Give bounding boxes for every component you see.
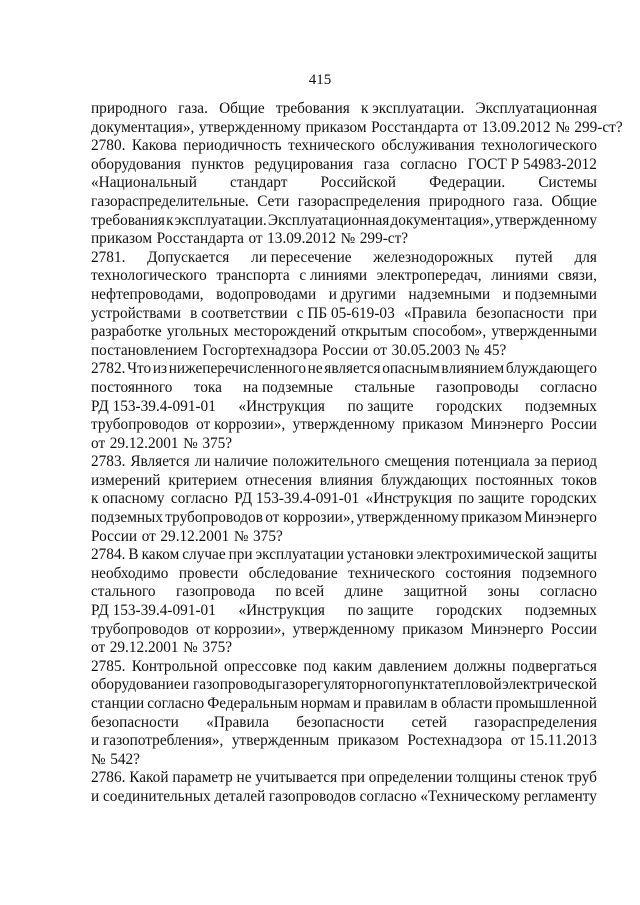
word: утвержденному xyxy=(494,211,597,229)
word: определении xyxy=(368,769,453,787)
word: ГОСТ Р 54983-2012 xyxy=(467,155,597,173)
word: водопроводами xyxy=(216,285,317,303)
word: № xyxy=(91,750,106,768)
word: от xyxy=(463,118,478,136)
text-line xyxy=(91,398,597,417)
word: России xyxy=(322,341,369,359)
word: защитной xyxy=(403,583,468,601)
word: стенок xyxy=(520,769,564,787)
word: России xyxy=(91,527,138,545)
word: «Правила xyxy=(403,304,467,322)
text-line xyxy=(91,360,597,379)
word: РД 153-39.4-091-01 xyxy=(91,397,216,415)
word: «Национальный xyxy=(91,174,197,192)
word: путей xyxy=(515,248,553,266)
word: с линиями xyxy=(299,267,368,285)
word: блуждающего xyxy=(505,360,597,378)
word: нефтепроводами, xyxy=(91,285,204,303)
text-line xyxy=(91,658,597,677)
word: № xyxy=(183,434,198,452)
word: утвержденному xyxy=(292,620,395,638)
word: пункта xyxy=(396,676,442,694)
word: «Техническому xyxy=(420,787,521,805)
word: Общие xyxy=(219,100,265,117)
word: месторождений xyxy=(233,323,337,341)
word: каким xyxy=(332,657,373,675)
text-line xyxy=(91,137,597,156)
word: устройствами xyxy=(91,304,181,322)
word: 542? xyxy=(110,750,140,768)
word: утвержденному xyxy=(198,118,301,136)
word: давлением xyxy=(378,657,448,675)
word: регламенту xyxy=(523,787,597,805)
word: из xyxy=(152,360,168,378)
word: «Инструкция xyxy=(365,490,452,508)
word: обслуживания xyxy=(381,137,475,155)
word: Ростехнадзора xyxy=(407,732,503,750)
word: электропередач, xyxy=(376,267,482,285)
word: стального xyxy=(91,583,156,601)
word: к опасному xyxy=(91,490,165,508)
word: от xyxy=(248,230,263,248)
word: ли пересечение xyxy=(251,248,352,266)
word: от xyxy=(372,341,387,359)
word: измерений xyxy=(91,471,161,489)
word: технического xyxy=(288,137,375,155)
word: Эксплуатационная xyxy=(475,100,597,117)
text-line xyxy=(91,342,597,361)
text-line xyxy=(91,416,597,435)
word: 375? xyxy=(253,527,283,545)
word: 30.05.2003 xyxy=(391,341,461,359)
word: необходимо xyxy=(91,564,169,582)
word: газораспределительные. xyxy=(91,192,249,210)
word: газораспределения xyxy=(474,713,597,731)
word: транспорта xyxy=(216,267,290,285)
text-line xyxy=(91,212,597,231)
word: Росстандарта xyxy=(371,118,459,136)
text-line xyxy=(91,156,597,175)
word: нижеперечисленного xyxy=(168,360,306,378)
word: документация», xyxy=(390,211,494,229)
word: газорегуляторного xyxy=(275,676,397,694)
word: России xyxy=(550,620,597,638)
word: к xyxy=(166,211,174,229)
word: № xyxy=(340,230,356,248)
word: положительного xyxy=(272,453,380,471)
word: природного xyxy=(428,192,505,210)
text-line xyxy=(91,490,597,509)
word: постоянного xyxy=(91,378,173,396)
word: документация», xyxy=(91,118,195,136)
page-number: 415 xyxy=(308,72,332,88)
word: приказом xyxy=(337,732,399,750)
word: от xyxy=(141,527,156,545)
word: подземных xyxy=(91,509,163,527)
word: постоянных xyxy=(475,471,554,489)
word: Минэнерго xyxy=(470,416,544,434)
text-line xyxy=(91,286,597,305)
word: от коррозии», xyxy=(265,509,355,527)
word: оборудование xyxy=(91,676,181,694)
word: технологического xyxy=(91,267,207,285)
word: ли наличие xyxy=(194,453,268,471)
word: к эксплуатации. xyxy=(360,100,465,117)
word: Какой xyxy=(129,769,169,787)
word: от xyxy=(91,639,106,657)
word: электрохимической xyxy=(416,546,545,564)
word: согласно xyxy=(400,155,458,173)
text-line xyxy=(91,379,597,398)
word: разработке xyxy=(91,323,162,341)
word: 2783. xyxy=(91,453,126,471)
word: опрессовке xyxy=(224,657,297,675)
word: согласно xyxy=(147,695,205,712)
word: газопровода xyxy=(175,583,256,601)
text-line xyxy=(91,621,597,640)
word: № xyxy=(465,341,480,359)
text-line xyxy=(91,602,597,621)
word: блуждающих xyxy=(380,471,468,489)
word: Госгортехнадзора xyxy=(202,341,318,359)
word: 299-ст? xyxy=(359,230,409,248)
word: Что xyxy=(127,360,152,378)
word: станции xyxy=(91,695,145,712)
word: периодичность xyxy=(183,137,282,155)
word: подземных xyxy=(524,602,597,620)
word: и газопроводы xyxy=(181,676,276,694)
word: эксплуатации xyxy=(255,546,344,564)
word: от xyxy=(91,434,106,452)
word: В xyxy=(128,546,139,564)
word: способом», xyxy=(412,323,487,341)
word: Федеральным xyxy=(207,695,298,712)
word: за период xyxy=(534,453,597,471)
text-line xyxy=(91,695,597,714)
word: газопроводов xyxy=(268,787,357,805)
word: природного xyxy=(91,100,168,117)
word: утвержденным xyxy=(231,732,330,750)
text-line xyxy=(91,546,597,565)
word: газа xyxy=(363,155,390,173)
word: при xyxy=(228,546,253,564)
word: стандарт xyxy=(230,174,288,192)
word: 29.12.2001 xyxy=(109,639,179,657)
text-line xyxy=(91,100,597,119)
word: критерием xyxy=(168,471,238,489)
text-line xyxy=(91,118,623,138)
word: защиты xyxy=(547,546,597,564)
text-line xyxy=(91,267,597,286)
word: открытым xyxy=(341,323,408,341)
word: согласно xyxy=(359,787,417,805)
word: каком xyxy=(141,546,180,564)
word: при xyxy=(572,304,597,322)
text-line xyxy=(91,193,597,212)
word: Общие xyxy=(551,192,597,210)
text-line xyxy=(91,676,597,695)
text-line xyxy=(91,435,597,454)
word: Сети xyxy=(257,192,290,210)
word: в области xyxy=(430,695,493,712)
word: случае xyxy=(182,546,226,564)
word: подземных xyxy=(524,397,597,415)
word: пунктов xyxy=(191,155,245,173)
word: технического xyxy=(348,564,435,582)
document-body xyxy=(91,100,623,807)
word: безопасности xyxy=(296,713,385,731)
word: зоны xyxy=(487,583,520,601)
word: 2780. xyxy=(91,137,126,155)
word: согласно xyxy=(540,378,597,396)
word: Федерации. xyxy=(429,174,506,192)
word: оборудования xyxy=(91,155,181,173)
word: влияния xyxy=(319,471,373,489)
word: газораспределения xyxy=(297,192,421,210)
word: 29.12.2001 xyxy=(160,527,230,545)
word: Какова xyxy=(131,137,177,155)
text-line xyxy=(91,230,597,249)
word: 2782. xyxy=(91,360,126,378)
word: требования xyxy=(91,211,165,229)
word: параметр xyxy=(172,769,233,787)
text-line xyxy=(91,249,597,268)
word: с ПБ 05-619-03 xyxy=(296,304,395,322)
word: линиями xyxy=(491,267,549,285)
word: 13.09.2012 xyxy=(481,118,551,136)
word: трубопроводов xyxy=(91,620,189,638)
word: железнодорожных xyxy=(373,248,494,266)
text-line xyxy=(91,528,597,547)
word: связи, xyxy=(558,267,597,285)
word: и другими xyxy=(328,285,396,303)
word: 45? xyxy=(484,341,507,359)
word: «Правила xyxy=(206,713,270,731)
word: влиянием xyxy=(441,360,505,378)
word: 2785. xyxy=(91,657,126,675)
word: согласно xyxy=(540,583,597,601)
word: № xyxy=(183,639,198,657)
word: длине xyxy=(344,583,384,601)
word: подземного xyxy=(521,564,597,582)
word: газопроводы xyxy=(436,378,519,396)
word: в соответствии xyxy=(190,304,288,322)
word: тока xyxy=(193,378,222,396)
word: согласно xyxy=(170,490,228,508)
word: деталей xyxy=(214,787,266,805)
word: стальные xyxy=(354,378,415,396)
word: токов xyxy=(561,471,597,489)
word: и газопотребления», xyxy=(91,732,224,750)
word: постановлением xyxy=(91,341,198,359)
word: от коррозии», xyxy=(196,416,286,434)
word: при xyxy=(340,769,365,787)
word: безопасности xyxy=(475,304,564,322)
word: угольных xyxy=(166,323,229,341)
word: трубопроводов xyxy=(91,416,189,434)
word: эксплуатации. xyxy=(174,211,267,229)
word: Российской xyxy=(320,174,396,192)
word: установки xyxy=(346,546,414,564)
word: «Инструкция xyxy=(238,397,325,415)
word: городских xyxy=(530,490,597,508)
word: приказом xyxy=(402,620,464,638)
text-line xyxy=(91,305,597,324)
word: трубопроводов xyxy=(165,509,263,527)
word: 375? xyxy=(202,434,233,452)
word: утвержденными xyxy=(491,323,597,341)
word: городских xyxy=(436,602,503,620)
word: по защите xyxy=(347,602,414,620)
word: сетей xyxy=(411,713,447,731)
word: Допускается xyxy=(147,248,230,266)
word: Росстандарта xyxy=(156,230,244,248)
word: редуцирования xyxy=(254,155,354,173)
word: и правилам xyxy=(353,695,428,712)
word: опасным xyxy=(382,360,440,378)
word: Является xyxy=(130,453,190,471)
word: технологического xyxy=(481,137,597,155)
word: от 15.11.2013 xyxy=(510,732,597,750)
word: 2786. xyxy=(91,769,126,787)
text-line xyxy=(91,714,597,733)
word: «Инструкция xyxy=(238,602,325,620)
word: по защите xyxy=(458,490,525,508)
word: является xyxy=(324,360,381,378)
text-line xyxy=(91,565,597,584)
word: 13.09.2012 xyxy=(267,230,336,248)
text-line xyxy=(91,509,597,528)
word: Контрольной xyxy=(131,657,218,675)
word: Минэнерго xyxy=(470,620,544,638)
word: газа. xyxy=(178,100,208,117)
word: нормам xyxy=(300,695,351,712)
word: промышленной xyxy=(495,695,597,712)
text-line xyxy=(91,472,597,491)
word: № xyxy=(233,527,249,545)
word: не учитывается xyxy=(236,769,338,787)
word: должны xyxy=(453,657,506,675)
word: Эксплуатационная xyxy=(267,211,390,229)
text-line xyxy=(91,732,597,751)
word: приказом xyxy=(91,230,153,248)
word: № xyxy=(555,118,570,136)
word: газа. xyxy=(513,192,543,210)
word: не xyxy=(307,360,323,378)
word: 29.12.2001 xyxy=(109,434,179,452)
word: требования xyxy=(275,100,350,117)
word: по всей xyxy=(275,583,325,601)
word: по защите xyxy=(347,397,414,415)
word: 375? xyxy=(202,639,233,657)
word: на подземные xyxy=(243,378,334,396)
word: толщины xyxy=(456,769,517,787)
word: Минэнерго xyxy=(524,509,597,527)
word: приказом xyxy=(305,118,367,136)
text-line xyxy=(91,583,597,602)
word: состояния xyxy=(445,564,512,582)
word: 299-ст? xyxy=(574,118,623,136)
text-line xyxy=(91,174,597,193)
word: городских xyxy=(436,397,503,415)
word: под xyxy=(303,657,327,675)
text-line xyxy=(91,453,597,472)
word: 2781. xyxy=(91,248,126,266)
text-line xyxy=(91,788,597,807)
word: электрической xyxy=(502,676,597,694)
word: приказом xyxy=(460,509,522,527)
word: подвергаться xyxy=(512,657,597,675)
word: Системы xyxy=(538,174,597,192)
word: от коррозии», xyxy=(196,620,286,638)
word: утвержденному xyxy=(292,416,395,434)
word: 2784. xyxy=(91,546,126,564)
word: РД 153-39.4-091-01 xyxy=(234,490,360,508)
word: РД 153-39.4-091-01 xyxy=(91,602,216,620)
text-line xyxy=(91,323,597,342)
word: обследование xyxy=(248,564,338,582)
text-line xyxy=(91,639,597,658)
word: приказом xyxy=(402,416,464,434)
word: потенциала xyxy=(454,453,530,471)
word: труб xyxy=(567,769,597,787)
word: тепловой xyxy=(441,676,502,694)
word: утвержденному xyxy=(356,509,459,527)
word: провести xyxy=(178,564,239,582)
word: надземными xyxy=(408,285,491,303)
text-line xyxy=(91,769,597,788)
word: и соединительных xyxy=(91,787,211,805)
word: отнесения xyxy=(245,471,312,489)
word: безопасности xyxy=(91,713,179,731)
word: и подземными xyxy=(502,285,597,303)
word: для xyxy=(574,248,597,266)
word: России xyxy=(550,416,597,434)
word: смещения xyxy=(384,453,450,471)
text-line xyxy=(91,751,597,770)
